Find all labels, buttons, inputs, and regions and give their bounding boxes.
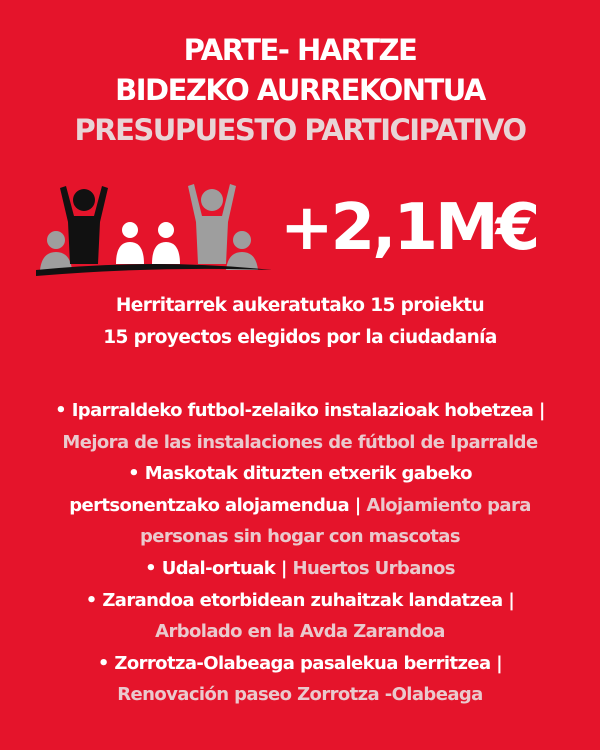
- project-es: Huertos Urbanos: [292, 557, 455, 579]
- title-line-3: PRESUPUESTO PARTICIPATIVO: [74, 113, 526, 147]
- project-es: Renovación paseo Zorrotza -Olabeaga: [117, 684, 483, 706]
- list-item: [0, 553, 600, 585]
- project-es: Mejora de las instalaciones de fútbol de Iparralde: [62, 431, 538, 453]
- list-item: [0, 458, 600, 553]
- project-eu: • Udal-ortuak |: [145, 557, 293, 579]
- project-list: [0, 395, 600, 711]
- hero: [0, 178, 600, 278]
- project-es: Arbolado en la Avda Zarandoa: [155, 621, 445, 643]
- list-item: [0, 648, 600, 711]
- project-eu: • Iparraldeko futbol-zelaiko instalazioak hobetzea |: [55, 400, 545, 421]
- project-es: personas sin hogar con mascotas: [140, 526, 460, 548]
- subtitle-eu: Herritarrek aukeratutako 15 proiektu: [115, 295, 485, 316]
- title-line-1: PARTE- HARTZE: [183, 33, 417, 67]
- project-es: Alojamiento para: [366, 494, 531, 516]
- project-eu: • Zorrotza-Olabeaga pasalekua berritzea |: [97, 652, 503, 674]
- subtitle: [0, 290, 600, 354]
- subtitle-es: 15 proyectos elegidos por la ciudadanía: [103, 327, 497, 348]
- people-cheering-icon: [36, 178, 276, 278]
- project-mixed-line: [0, 553, 600, 585]
- title-line-2: BIDEZKO AURREKONTUA: [115, 73, 485, 107]
- list-item: [0, 395, 600, 458]
- project-eu: • Maskotak dituzten etxerik gabeko: [128, 463, 472, 485]
- project-eu: • Zarandoa etorbidean zuhaitzak landatzea |: [85, 589, 515, 611]
- list-item: [0, 585, 600, 648]
- project-eu: pertsonentzako alojamendua |: [69, 494, 367, 516]
- project-mixed-line: [0, 490, 600, 522]
- budget-amount: +2,1M€: [280, 191, 538, 265]
- title-block: [0, 30, 600, 150]
